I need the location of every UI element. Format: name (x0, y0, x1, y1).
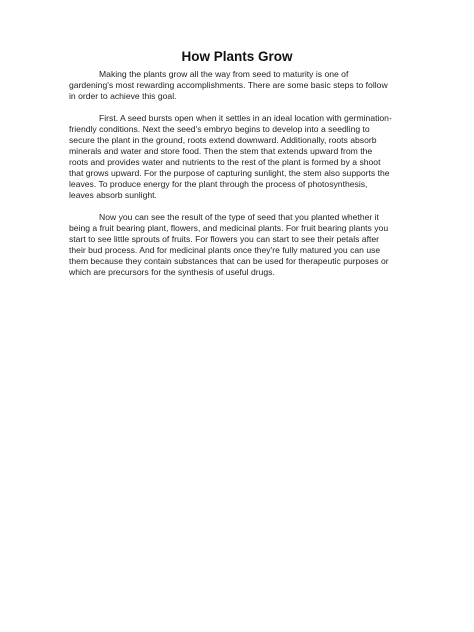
paragraph-2-line-6: that grows upward. For the purpose of capturing sunlight, the stem also supports the (69, 168, 390, 178)
paragraph-3-line-4: their bud process. And for medicinal plants once they're fully matured you can use (69, 245, 381, 255)
paragraph-2-line-5: roots and provides water and nutrients to the rest of the plant is formed by a shoot (69, 157, 381, 167)
paragraph-3-line-2: being a fruit bearing plant, flowers, and medicinal plants. For fruit bearing plants you (69, 223, 389, 233)
paragraph-2-line-2: friendly conditions. Next the seed's embryo begins to develop into a seedling to (69, 124, 370, 134)
paragraph-1-line-3: in order to achieve this goal. (69, 91, 177, 101)
paragraph-3-line-5: them because they contain substances that can be used for therapeutic purposes or (69, 256, 389, 266)
paragraph-2-line-8: leaves absorb sunlight. (69, 190, 157, 200)
paragraph-1-line-1: Making the plants grow all the way from seed to maturity is one of (99, 69, 349, 79)
document-title: How Plants Grow (181, 49, 293, 64)
paragraph-3-line-3: start to see little sprouts of fruits. For flowers you can start to see their petals after (69, 234, 379, 244)
paragraph-2-line-4: minerals and water and store food. Then the stem that extends upward from the (69, 146, 373, 156)
paragraph-3-line-6: which are precursors for the synthesis of useful drugs. (69, 267, 275, 277)
paragraph-1-line-2: gardening's most rewarding accomplishments. There are some basic steps to follow (69, 80, 388, 90)
paragraph-3-line-1: Now you can see the result of the type of seed that you planted whether it (99, 212, 379, 222)
paragraph-2-line-7: leaves. To produce energy for the plant through the process of photosynthesis, (69, 179, 368, 189)
paragraph-2-line-3: secure the plant in the ground, roots extend downward. Additionally, roots absorb (69, 135, 377, 145)
paragraph-2-line-1: First. A seed bursts open when it settles in an ideal location with germination- (99, 113, 392, 123)
